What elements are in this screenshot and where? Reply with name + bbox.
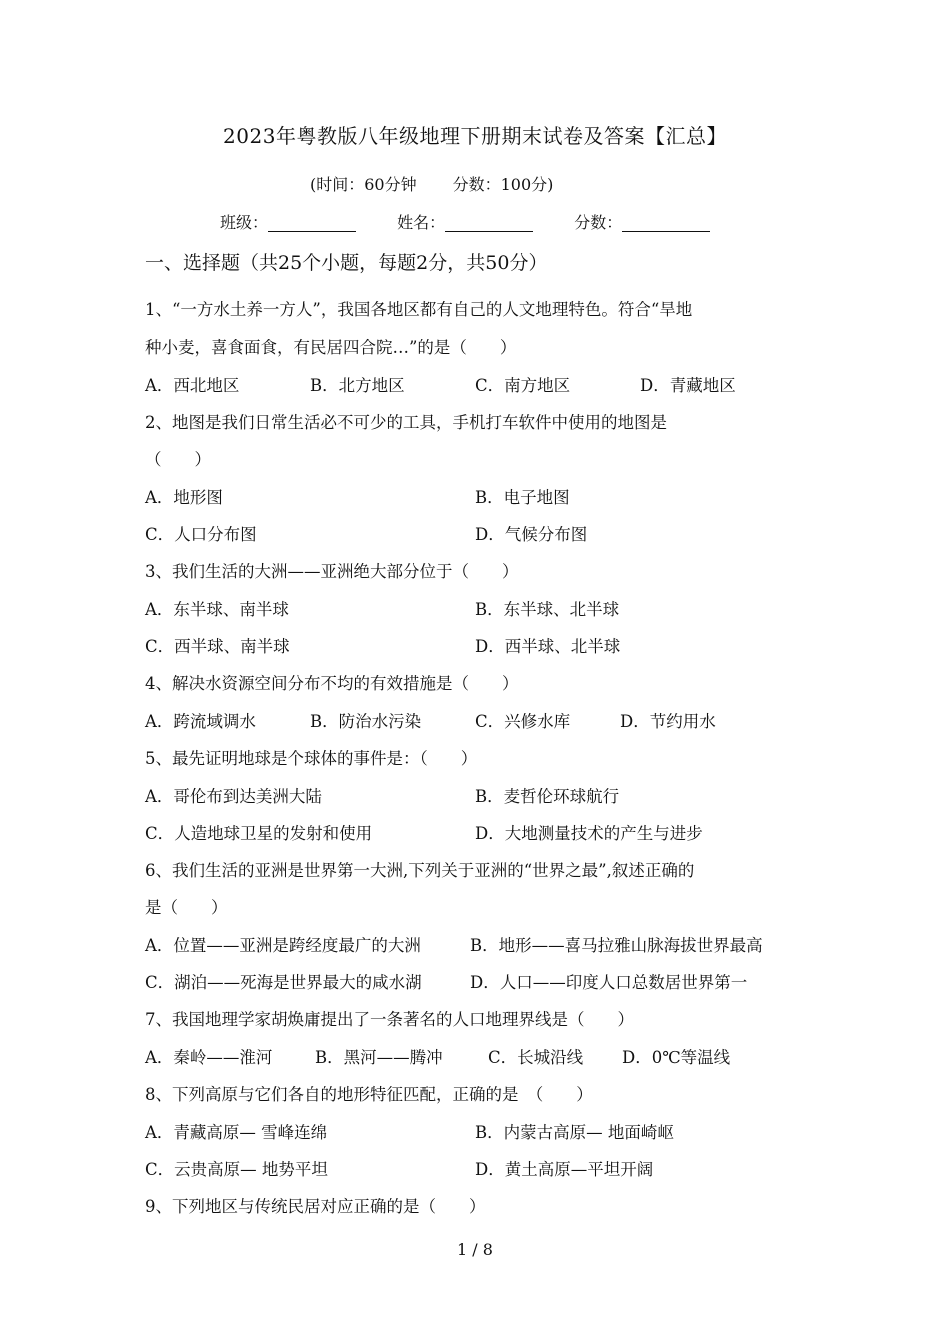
q7-option-c[interactable]: C．长城沿线 — [488, 1048, 584, 1067]
section-heading: 一、选择题（共25个小题，每题2分，共50分） — [145, 252, 548, 274]
student-info — [220, 210, 746, 233]
question-2-line-2: （ ） — [145, 450, 211, 469]
question-1-line-2: 种小麦，喜食面食，有民居四合院…”的是（ ） — [145, 338, 517, 357]
score-blank[interactable] — [622, 213, 710, 232]
q8-option-c[interactable]: C．云贵高原— 地势平坦 — [145, 1160, 328, 1179]
q3-option-c[interactable]: C．西半球、南半球 — [145, 637, 290, 656]
q7-option-a[interactable]: A．秦岭——淮河 — [145, 1048, 273, 1067]
page-title: 2023年粤教版八年级地理下册期末试卷及答案【汇总】 — [223, 124, 727, 148]
class-field[interactable]: 班级： — [220, 210, 356, 233]
q6-option-b[interactable]: B．地形——喜马拉雅山脉海拔世界最高 — [470, 936, 763, 955]
q2-option-d[interactable]: D．气候分布图 — [475, 525, 588, 544]
q5-option-a[interactable]: A．哥伦布到达美洲大陆 — [145, 787, 322, 806]
q4-option-c[interactable]: C．兴修水库 — [475, 712, 571, 731]
question-3: 3、我们生活的大洲——亚洲绝大部分位于（ ） — [145, 562, 519, 581]
score-field[interactable]: 分数： — [574, 210, 710, 233]
q3-option-b[interactable]: B．东半球、北半球 — [475, 600, 620, 619]
q6-option-a[interactable]: A．位置——亚洲是跨经度最广的大洲 — [145, 936, 421, 955]
q3-option-d[interactable]: D．西半球、北半球 — [475, 637, 621, 656]
q2-option-c[interactable]: C．人口分布图 — [145, 525, 257, 544]
q6-option-c[interactable]: C．湖泊——死海是世界最大的咸水湖 — [145, 973, 422, 992]
q4-option-a[interactable]: A．跨流域调水 — [145, 712, 256, 731]
question-5: 5、最先证明地球是个球体的事件是：（ ） — [145, 749, 478, 768]
q2-option-b[interactable]: B．电子地图 — [475, 488, 570, 507]
q4-option-b[interactable]: B．防治水污染 — [310, 712, 422, 731]
q5-option-d[interactable]: D．大地测量技术的产生与进步 — [475, 824, 703, 843]
question-2-line-1: 2、地图是我们日常生活必不可少的工具，手机打车软件中使用的地图是 — [145, 413, 667, 432]
q1-option-d[interactable]: D．青藏地区 — [640, 376, 736, 395]
q4-option-d[interactable]: D．节约用水 — [620, 712, 716, 731]
question-6-line-2: 是（ ） — [145, 898, 228, 917]
name-blank[interactable] — [445, 213, 533, 232]
q1-option-b[interactable]: B．北方地区 — [310, 376, 405, 395]
class-blank[interactable] — [268, 213, 356, 232]
q7-option-d[interactable]: D．0℃等温线 — [622, 1048, 731, 1067]
page-number: 1 / 8 — [457, 1240, 493, 1259]
question-4: 4、解决水资源空间分布不均的有效措施是（ ） — [145, 674, 519, 693]
q3-option-a[interactable]: A．东半球、南半球 — [145, 600, 289, 619]
exam-meta — [310, 172, 553, 195]
q8-option-d[interactable]: D．黄土高原—平坦开阔 — [475, 1160, 654, 1179]
time-limit: (时间：60分钟 — [310, 175, 417, 194]
q1-option-c[interactable]: C．南方地区 — [475, 376, 571, 395]
question-9: 9、下列地区与传统民居对应正确的是（ ） — [145, 1197, 486, 1216]
question-8: 8、下列高原与它们各自的地形特征匹配，正确的是 （ ） — [145, 1085, 593, 1104]
q8-option-b[interactable]: B．内蒙古高原— 地面崎岖 — [475, 1123, 674, 1142]
name-field[interactable]: 姓名： — [397, 210, 533, 233]
q5-option-c[interactable]: C．人造地球卫星的发射和使用 — [145, 824, 373, 843]
q1-option-a[interactable]: A．西北地区 — [145, 376, 240, 395]
q6-option-d[interactable]: D．人口——印度人口总数居世界第一 — [470, 973, 748, 992]
q5-option-b[interactable]: B．麦哲伦环球航行 — [475, 787, 620, 806]
question-1-line-1: 1、“一方水土养一方人”，我国各地区都有自己的人文地理特色。符合“旱地 — [145, 300, 693, 319]
question-6-line-1: 6、我们生活的亚洲是世界第一大洲,下列关于亚洲的“世界之最”,叙述正确的 — [145, 861, 695, 880]
q8-option-a[interactable]: A．青藏高原— 雪峰连绵 — [145, 1123, 328, 1142]
total-score: 分数：100分) — [452, 175, 554, 194]
question-7: 7、我国地理学家胡焕庸提出了一条著名的人口地理界线是（ ） — [145, 1010, 634, 1029]
q7-option-b[interactable]: B．黑河——腾冲 — [315, 1048, 443, 1067]
q2-option-a[interactable]: A．地形图 — [145, 488, 223, 507]
